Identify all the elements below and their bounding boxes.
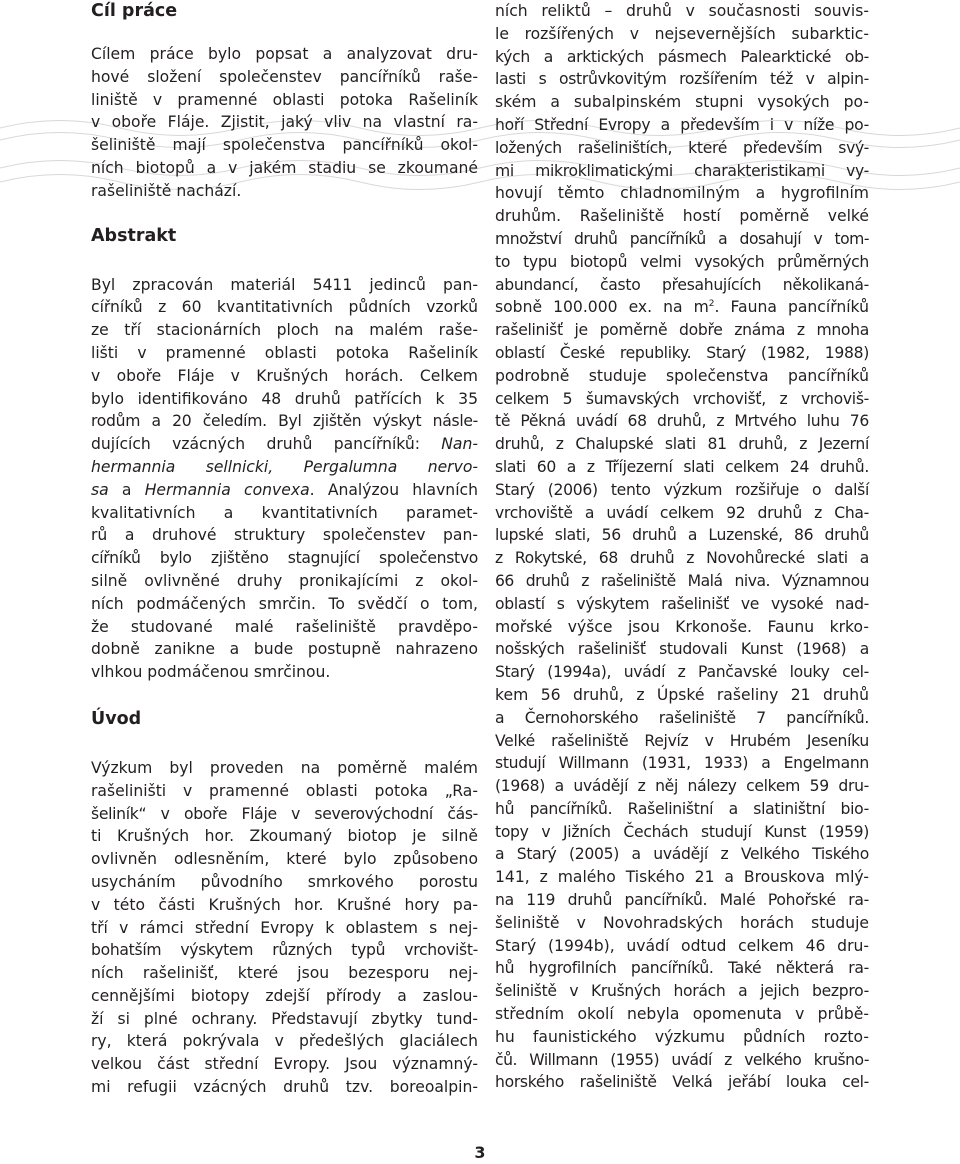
text-line: hů pancířníků. Rašeliništní a slatiništní bio-: [495, 799, 869, 818]
intro-heading: Úvod: [91, 708, 142, 729]
text-line: mi refugii vzácných druhů tzv. boreoalpin-: [91, 1078, 478, 1097]
text-line: to typu biotopů velmi vysokých průměrných: [495, 252, 869, 271]
text-line: šeliniště v Krušných horách a jejich bezpro-: [495, 982, 869, 1001]
text-line: cennějšími biotopy zdejší přírody a zaslou-: [91, 986, 478, 1005]
text-line: 66 druhů z rašeliniště Malá niva. Významnou: [495, 571, 869, 590]
text-line: hu faunistického výzkumu půdních rozto-: [495, 1027, 869, 1046]
text-line: šeliník“ v oboře Fláje v severovýchodní čás-: [91, 804, 478, 823]
text-line: Velké rašeliniště Rejvíz v Hrubém Jeseníku: [495, 731, 869, 750]
text-line: [91, 456, 478, 479]
goal-heading: Cíl práce: [91, 1, 178, 21]
right-column: [495, 0, 869, 1094]
text-line: lupské slati, 56 druhů a Luzenské, 86 druhů: [495, 526, 869, 545]
text-line: le rozšířených v nejsevernějších subarktic-: [495, 24, 869, 43]
text-line: hovují těmto chladnomilným a hygrofilním: [495, 184, 869, 203]
text-line: šeliniště mají společenstva pancířníků okol-: [91, 136, 478, 155]
text-line: a Starý (2005) a uvádějí z Velkého Tiského: [495, 845, 869, 864]
text-line: ních rašelinišť, které jsou bezesporu nej-: [91, 964, 478, 983]
text-line: v této části Krušných hor. Krušné hory pa-: [91, 895, 478, 914]
goal-paragraph: [91, 43, 478, 203]
abstract-heading: Abstrakt: [91, 225, 177, 246]
text-line: kých a arktických pásmech Palearktické ob-: [495, 47, 869, 66]
text-segment: . Fauna pancířníků: [714, 298, 869, 317]
text-line: tě Pěkná uvádí 68 druhů, z Mrtvého luhu 76: [495, 412, 869, 431]
text-line: hoří Střední Evropy a především i v níže po-: [495, 115, 869, 134]
text-segment: dujících vzácných druhů pancířníků:: [91, 435, 442, 454]
text-line: abundancí, často přesahujících několikaná-: [495, 275, 869, 294]
text-line: z Rokytské, 68 druhů z Novohůrecké slati a: [495, 549, 869, 568]
text-line: šeliniště v Novohradských horách studuje: [495, 913, 869, 932]
body-paragraph: [495, 0, 869, 1094]
text-line: rů a druhové struktury společenstev pan-: [91, 526, 478, 545]
text-line: bohatším výskytem různých typů vrchovišt-: [91, 941, 478, 960]
text-line: v oboře Fláje v Krušných horách. Celkem: [91, 366, 478, 385]
text-line: čů. Willmann (1955) uvádí z velkého krušno-: [495, 1050, 869, 1069]
left-column: [91, 0, 478, 1099]
text-line: silně ovlivněné druhy pronikajícími z okol-: [91, 571, 478, 590]
text-line: topy v Jižních Čechách studují Kunst (1959): [495, 822, 869, 841]
text-line: mořské výšce jsou Krkonoše. Faunu krko-: [495, 617, 869, 636]
text-line: středním okolí nebyla opomenuta v průbě-: [495, 1005, 869, 1024]
text-line: rodům a 20 čeledím. Byl zjištěn výskyt násle-: [91, 412, 478, 431]
abstract-paragraph: [91, 274, 478, 684]
text-line: oblastí s výskytem rašelinišť ve vysoké nad-: [495, 594, 869, 613]
text-line: ovlivněn odlesněním, které bylo způsobeno: [91, 850, 478, 869]
text-line: že studované malé rašeliniště pravděpo-: [91, 617, 478, 636]
text-line: Cílem práce bylo popsat a analyzovat dru-: [91, 45, 478, 63]
text-line: ti Krušných hor. Zkoumaný biotop je silně: [91, 827, 478, 846]
text-line: druhů, z Chalupské slati 81 druhů, z Jezerní: [495, 435, 869, 454]
text-segment: a: [108, 480, 145, 499]
text-line: [91, 433, 478, 456]
text-line: druhům. Rašeliniště hostí poměrně velké: [495, 207, 869, 226]
text-line: celkem 5 šumavských vrchovišť, z vrchoviš-: [495, 389, 869, 408]
text-line: v oboře Fláje. Zjistit, jaký vliv na vlastní ra-: [91, 113, 478, 132]
text-line: rašeliništi v pramenné oblasti potoka „Ra-: [91, 781, 478, 800]
text-line: [91, 479, 478, 502]
text-line: horského rašeliniště Velká jeřábí louka cel-: [495, 1073, 869, 1092]
text-line: usycháním původního smrkového porostu: [91, 872, 478, 891]
text-line: ží si plné ochrany. Představují zbytky tund-: [91, 1009, 478, 1028]
species-name: Hermannia convexa: [144, 480, 310, 499]
page-number: 3: [474, 1143, 486, 1162]
text-line: Byl zpracován materiál 5411 jedinců pan-: [91, 275, 478, 294]
text-line: lasti s ostrůvkovitým rozšířením též v alpin-: [495, 70, 869, 89]
text-line: Starý (1994b), uvádí odtud celkem 46 dru-: [495, 936, 869, 955]
text-line: slati 60 a z Tříjezerní slati celkem 24 druhů.: [495, 457, 869, 476]
text-line: ském a subalpinském stupni vysokých po-: [495, 93, 869, 112]
species-name: Nan-: [441, 435, 478, 454]
text-line: na 119 druhů pancířníků. Malé Pohořské ra-: [495, 891, 869, 910]
superscript: 2: [708, 299, 715, 310]
text-line: hové složení společenstev pancířníků raše-: [91, 67, 478, 86]
text-line: oblastí České republiky. Starý (1982, 1988): [495, 343, 869, 362]
text-line: množství druhů pancířníků a dosahují v tom-: [495, 229, 869, 248]
text-line: Starý (2006) tento výzkum rozšiřuje o další: [495, 480, 869, 499]
species-name: sa: [91, 480, 109, 499]
text-line: ložených rašeliništích, které především svý-: [495, 138, 869, 157]
text-line: ních reliktů – druhů v současnosti souvis-: [495, 2, 869, 20]
text-line: cířníků z 60 kvantitativních půdních vzorků: [91, 298, 478, 317]
text-line: (1968) a uvádějí z něj nálezy celkem 59 dru-: [495, 777, 869, 796]
text-line: rašeliniště nachází.: [91, 181, 242, 200]
text-segment: . Analýzou hlavních: [309, 480, 478, 499]
text-line: 141, z malého Tiského 21 a Brouskova mlý-: [495, 868, 869, 887]
text-line: velkou část střední Evropy. Jsou významný-: [91, 1055, 478, 1074]
text-line: ních biotopů a v jakém stadiu se zkoumané: [91, 158, 478, 177]
text-line: liniště v pramenné oblasti potoka Rašeliník: [91, 90, 478, 109]
text-line: nošských rašelinišť studovali Kunst (1968) a: [495, 640, 869, 659]
text-line: Výzkum byl proveden na poměrně malém: [91, 758, 478, 777]
text-line: rašelinišť je poměrně dobře známa z mnoha: [495, 321, 869, 340]
text-line: bylo identifikováno 48 druhů patřících k 35: [91, 389, 478, 408]
text-line: vrchoviště a uvádí celkem 92 druhů z Cha-: [495, 503, 869, 522]
text-line: dobně zanikne a bude postupně nahrazeno: [91, 640, 478, 659]
text-line: Starý (1994a), uvádí z Pančavské louky cel-: [495, 663, 869, 682]
text-line: ry, která pokrývala v předešlých glaciálech: [91, 1032, 478, 1051]
text-line: vlhkou podmáčenou smrčinou.: [91, 663, 331, 682]
text-line: a Černohorského rašeliniště 7 pancířníků.: [495, 708, 869, 727]
text-line: hů hygrofilních pancířníků. Také některá ra-: [495, 959, 869, 978]
text-line: podrobně studuje společenstva pancířníků: [495, 366, 869, 385]
text-line: kem 56 druhů, z Úpské rašeliny 21 druhů: [495, 685, 869, 704]
text-segment: sobně 100.000 ex. na m: [495, 298, 709, 317]
species-name: hermannia sellnicki, Pergalumna nervo-: [91, 457, 478, 476]
text-line: kvalitativních a kvantitativních paramet-: [91, 503, 478, 522]
text-line: ních podmáčených smrčin. To svědčí o tom,: [91, 594, 478, 613]
text-line: ze tří stacionárních ploch na malém raše-: [91, 321, 478, 340]
text-line: mi mikroklimatickými charakteristikami vy-: [495, 161, 869, 180]
intro-paragraph: [91, 757, 478, 1099]
text-line: [495, 296, 869, 319]
text-line: studují Willmann (1931, 1933) a Engelmann: [495, 754, 869, 773]
text-line: cířníků bylo zjištěno stagnující společenstvo: [91, 549, 478, 568]
text-line: lišti v pramenné oblasti potoka Rašeliník: [91, 343, 478, 362]
text-line: tří v rámci střední Evropy k oblastem s nej-: [91, 918, 478, 937]
